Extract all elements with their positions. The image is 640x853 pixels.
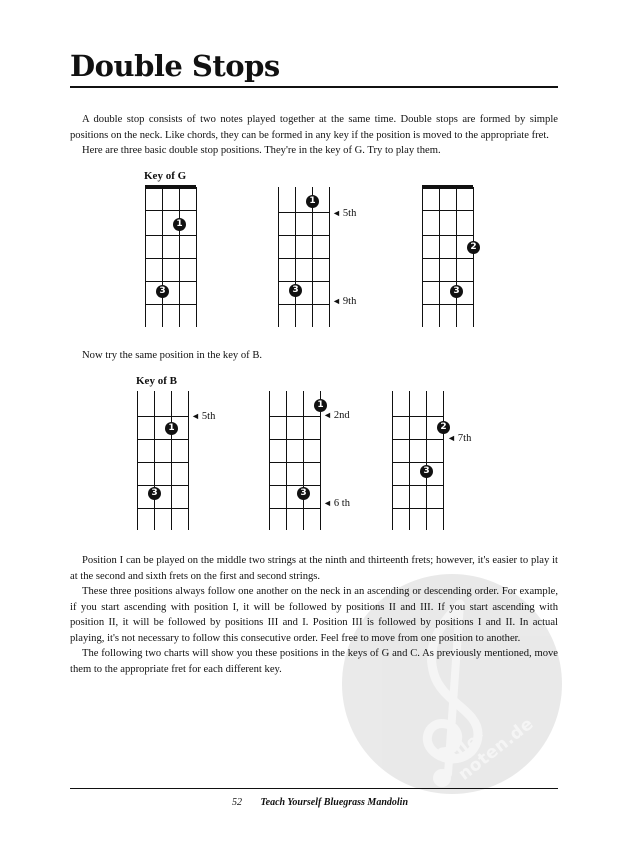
chart-fret [137,439,189,440]
chart-string [196,187,197,327]
chart-fret [422,235,474,236]
chart-nut [145,185,196,189]
finger-dot: 2 [467,241,480,254]
chart-fret [422,281,474,282]
fret-marker-label: 9th [342,296,357,307]
chart-string [269,391,270,530]
chart-fret [269,416,321,417]
arrow-left-icon: ◄ [332,208,341,218]
finger-dot: 1 [306,195,319,208]
finger-dot: 2 [437,421,450,434]
chart-fret [278,258,330,259]
chart-string [439,187,440,327]
fret-marker-label: 5th [201,411,216,422]
chart-fret [137,485,189,486]
fret-marker-label: 5th [342,208,357,219]
fret-marker [191,410,215,423]
chart-fret [137,416,189,417]
chart-fret [269,439,321,440]
body-paragraph-2: These three positions always follow one another on the neck in an ascending or descending order. For example, if you start ascending with position I, it will be followed by positions II and III. If you start ascending with position II, it will be followed by positions III and I. Position III is followed by positions I and II. In actual playing, it's not necessary to follow this consecutive order. Feel free to move from one position to another. [70,586,558,644]
body-paragraph-1: Position I can be played on the middle two strings at the ninth and thirteenth frets; however, it's easier to play it at the second and sixth frets on the first and second strings. [70,555,558,582]
chart-string [303,391,304,530]
key-of-g-heading: Key of G [144,170,187,182]
chart-fret [422,258,474,259]
chart-string [145,187,146,327]
fret-marker [332,207,356,220]
chart-string [312,187,313,327]
chart-string [329,187,330,327]
chart-fret [392,485,444,486]
fret-marker [323,497,350,510]
chart-fret [145,281,197,282]
chart-fret [278,281,330,282]
chart-fret [392,416,444,417]
arrow-left-icon: ◄ [332,296,341,306]
chart-fret [269,462,321,463]
chart-fret [145,210,197,211]
chart-fret [269,485,321,486]
chart-string [179,187,180,327]
chart-string [278,187,279,327]
chart-string [392,391,393,530]
chart-fret [278,212,330,213]
finger-dot: 1 [314,399,327,412]
chart-string [154,391,155,530]
body-paragraph-3: The following two charts will show you these positions in the keys of G and C. As previously mentioned, move them to the appropriate fret for each different key. [70,648,558,675]
chart-string [188,391,189,530]
chart-fret [278,304,330,305]
chart-fret [392,439,444,440]
chart-fret [137,462,189,463]
intro-paragraph-2: Here are three basic double stop positions. They're in the key of G. Try to play them. [82,145,441,156]
chart-fret [145,258,197,259]
chart-nut [422,185,473,189]
chart-string [443,391,444,530]
arrow-left-icon: ◄ [447,433,456,443]
page-footer [0,797,640,808]
chart-fret [145,304,197,305]
fret-marker-label: 7th [457,433,472,444]
chart-fret [422,210,474,211]
arrow-left-icon: ◄ [323,498,332,508]
chart-fret [392,508,444,509]
chart-string [137,391,138,530]
chart-string [162,187,163,327]
chart-string [456,187,457,327]
chart-fret [269,508,321,509]
footer-rule [70,788,558,789]
page-number: 52 [231,797,242,808]
arrow-left-icon: ◄ [191,411,200,421]
page-title: Double Stops [70,49,280,83]
chart-fret [422,304,474,305]
arrow-left-icon: ◄ [323,410,332,420]
finger-dot: 1 [173,218,186,231]
finger-dot: 3 [148,487,161,500]
fret-marker [323,409,350,422]
watermark-text: alle-noten.de [442,713,538,785]
chart-string [286,391,287,530]
chart-string [295,187,296,327]
chart-string [409,391,410,530]
chart-string [473,187,474,327]
fret-marker [332,295,356,308]
chart-fret [278,235,330,236]
fret-marker-label: 2nd [333,410,350,421]
finger-dot: 3 [420,465,433,478]
title-rule [70,86,558,88]
chart-string [426,391,427,530]
finger-dot: 3 [156,285,169,298]
chart-fret [392,462,444,463]
finger-dot: 1 [165,422,178,435]
finger-dot: 3 [297,487,310,500]
finger-dot: 3 [450,285,463,298]
fret-marker-label: 6 th [333,498,350,509]
fret-marker [447,432,471,445]
chart-string [171,391,172,530]
intro-paragraph-1: A double stop consists of two notes played together at the same time. Double stops are formed by simple positions on the neck. Like chords, they can be formed in any key if the position is moved to the appropriate fret. [70,114,558,141]
finger-dot: 3 [289,284,302,297]
key-of-b-heading: Key of B [136,375,177,387]
chart-fret [137,508,189,509]
middle-paragraph: Now try the same position in the key of B. [82,350,263,361]
chart-string [422,187,423,327]
chart-fret [145,235,197,236]
book-title: Teach Yourself Bluegrass Mandolin [260,797,409,808]
